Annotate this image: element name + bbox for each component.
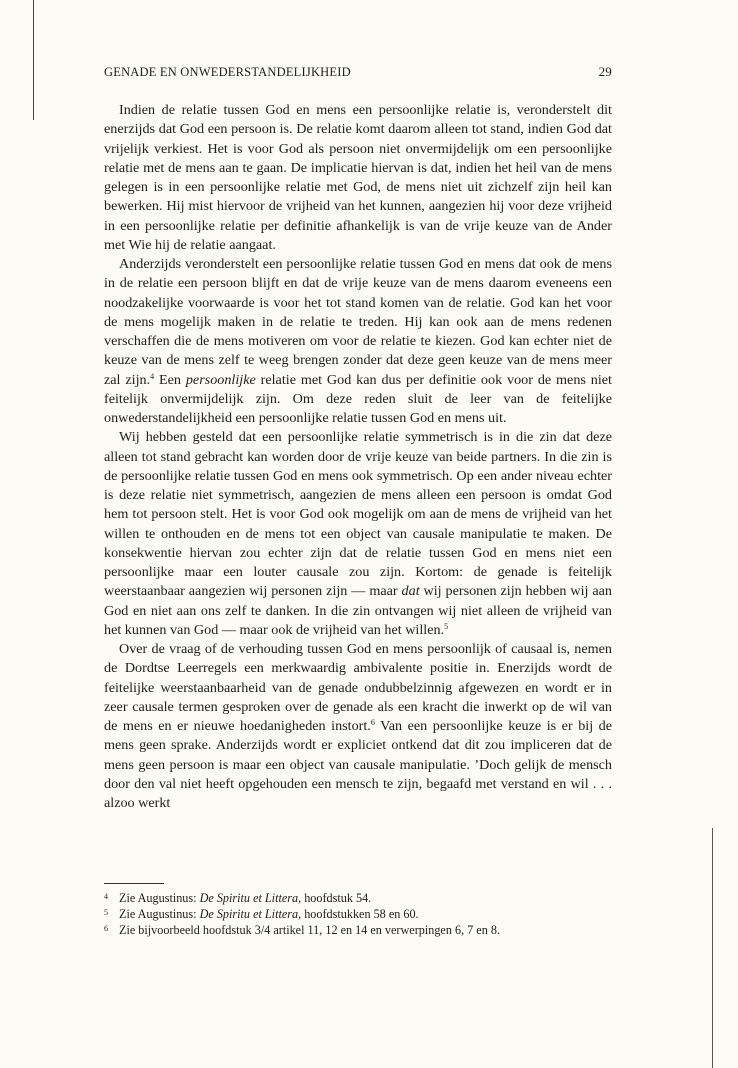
paragraph-4-text-b: Van een persoonlijke keuze is er bij de mens geen sprake. Anderzijds wordt er expliciet ontkend dat dit zou impliceren dat de mens geen persoon is maar een object van causale manipulatie. ’Doch gelijk de mensch door den val niet heeft opgehouden een mensch te zijn, begaafd met verstand en wil . . . alzoo werkt: [104, 718, 613, 811]
paragraph-2: [104, 255, 612, 428]
footnote-number: 5: [104, 908, 108, 917]
paragraph-1-text: Indien de relatie tussen God en mens een persoonlijke relatie is, veronderstelt dit enerzijds dat God een persoon is. De relatie komt daarom alleen tot stand, indien God dat vrijelijk verkiest. Het is voor God als persoon niet onvermijdelijk om een persoonlijke relatie met de mens aan te gaan. De implicatie hiervan is dat, indien het heil van de mens gelegen is in een persoonlijke relatie met God, de mens niet uit zichzelf zijn heil kan bewerken. Hij mist hiervoor de vrijheid van het kunnen, aangezien hij voor deze vrijheid in een persoonlijke relatie per definitie afhankelijk is van de vrije keuze van de Ander met Wie hij de relatie aangaat.: [104, 102, 612, 253]
footnote-ref-6[interactable]: 6: [370, 718, 375, 727]
footnote-6: [104, 922, 612, 938]
footnote-text-post: hoofdstuk 54.: [301, 891, 372, 905]
footnotes: [104, 890, 612, 938]
footnote-text: [119, 906, 612, 922]
footnote-4: [104, 890, 612, 906]
footnote-number: 4: [104, 892, 108, 901]
footnote-5: [104, 906, 612, 922]
paragraph-4: [104, 640, 612, 813]
footnote-text-pre: Zie Augustinus:: [119, 891, 200, 905]
paragraph-3-text-b: wij personen zijn hebben wij aan God en niet aan ons zelf te danken. In die zin ontvangen wij niet alleen de vrijheid van het kunnen van God — maar ook de vrijheid van het willen.: [104, 583, 612, 638]
body-text: [104, 101, 612, 813]
paragraph-3-emphasis: dat: [401, 583, 420, 600]
footnote-text: [119, 922, 612, 938]
left-margin-rule: [33, 0, 34, 120]
paragraph-2-text-a: Anderzijds veronderstelt een persoonlijke relatie tussen God en mens dat ook de mens in de relatie een persoon blijft en dat de vrije keuze van de mens daarom eveneens een noodzakelijke voorwaarde is voor het tot stand komen van de relatie. God kan het voor de mens mogelijk maken in de relatie te treden. Hij kan ook aan de mens redenen verschaffen die de mens motiveren om voor de relatie te kiezen. God kan echter niet de keuze van de mens zelf te weeg brengen zonder dat deze geen keuze van de mens meer zal zijn.: [104, 256, 612, 388]
paragraph-1: [104, 101, 612, 255]
footnote-ref-5[interactable]: 5: [444, 621, 449, 631]
footnote-text-pre: Zie bijvoorbeeld hoofdstuk 3/4 artikel 11, 12 en 14 en verwerpingen 6, 7 en 8.: [119, 923, 500, 937]
paragraph-3: [104, 428, 612, 640]
footnote-number: 6: [104, 924, 108, 933]
footnote-ref-4[interactable]: 4: [150, 371, 155, 381]
paragraph-3-text-a: Wij hebben gesteld dat een persoonlijke relatie symmetrisch is in die zin dat deze alleen tot stand gebracht kan worden door de vrije keuze van beide partners. In die zin is de persoonlijke relatie tussen God en mens ook symmetrisch. Op een ander niveau echter is deze relatie niet symmetrisch, aangezien de mens alleen een persoon is omdat God hem tot persoon stelt. Het is voor God ook mogelijk om aan de mens de vrijheid van het willen te onthouden en de mens tot een object van causale manipulatie te maken. De konsekwentie hiervan zou echter zijn dat de relatie tussen God en mens niet een persoonlijke maar een louter causale zou zijn. Kortom: de genade is feitelijk weerstaanbaar aangezien wij personen zijn — maar: [104, 429, 612, 600]
page-number: 29: [598, 64, 612, 79]
paragraph-2-text-c: relatie met God kan dus per definitie ook voor de mens niet feitelijk onvermijdelijk zijn. Om deze reden sluit de leer van de feitelijke onwederstandelijkheid een persoonlijke relatie tussen God en mens uit.: [104, 371, 612, 426]
running-header: [104, 64, 612, 80]
paragraph-4-text-a: Over de vraag of de verhouding tussen God en mens persoonlijk of causaal is, nemen de Dordtse Leerregels een merkwaardig ambivalente positie in. Enerzijds wordt de feitelijke weerstaanbaarheid van de genade ondubbelzinnig afgewezen en wordt er in zeer causale termen gesproken over de genade als een kracht die inwerkt op de wil van de mens en er nieuwe hoedanigheden instort.: [104, 641, 612, 734]
footnote-text-pre: Zie Augustinus:: [119, 907, 200, 921]
right-margin-rule: [712, 828, 713, 1068]
running-title: GENADE EN ONWEDERSTANDELIJKHEID: [104, 65, 351, 79]
footnote-text: [119, 890, 612, 906]
paragraph-2-emphasis: persoonlijke: [185, 371, 256, 388]
footnote-title: De Spiritu et Littera,: [199, 907, 302, 921]
footnote-title: De Spiritu et Littera,: [199, 891, 302, 905]
footnote-separator: [104, 883, 164, 884]
paragraph-2-text-b: Een: [154, 371, 186, 388]
footnote-text-post: hoofdstukken 58 en 60.: [301, 907, 419, 921]
